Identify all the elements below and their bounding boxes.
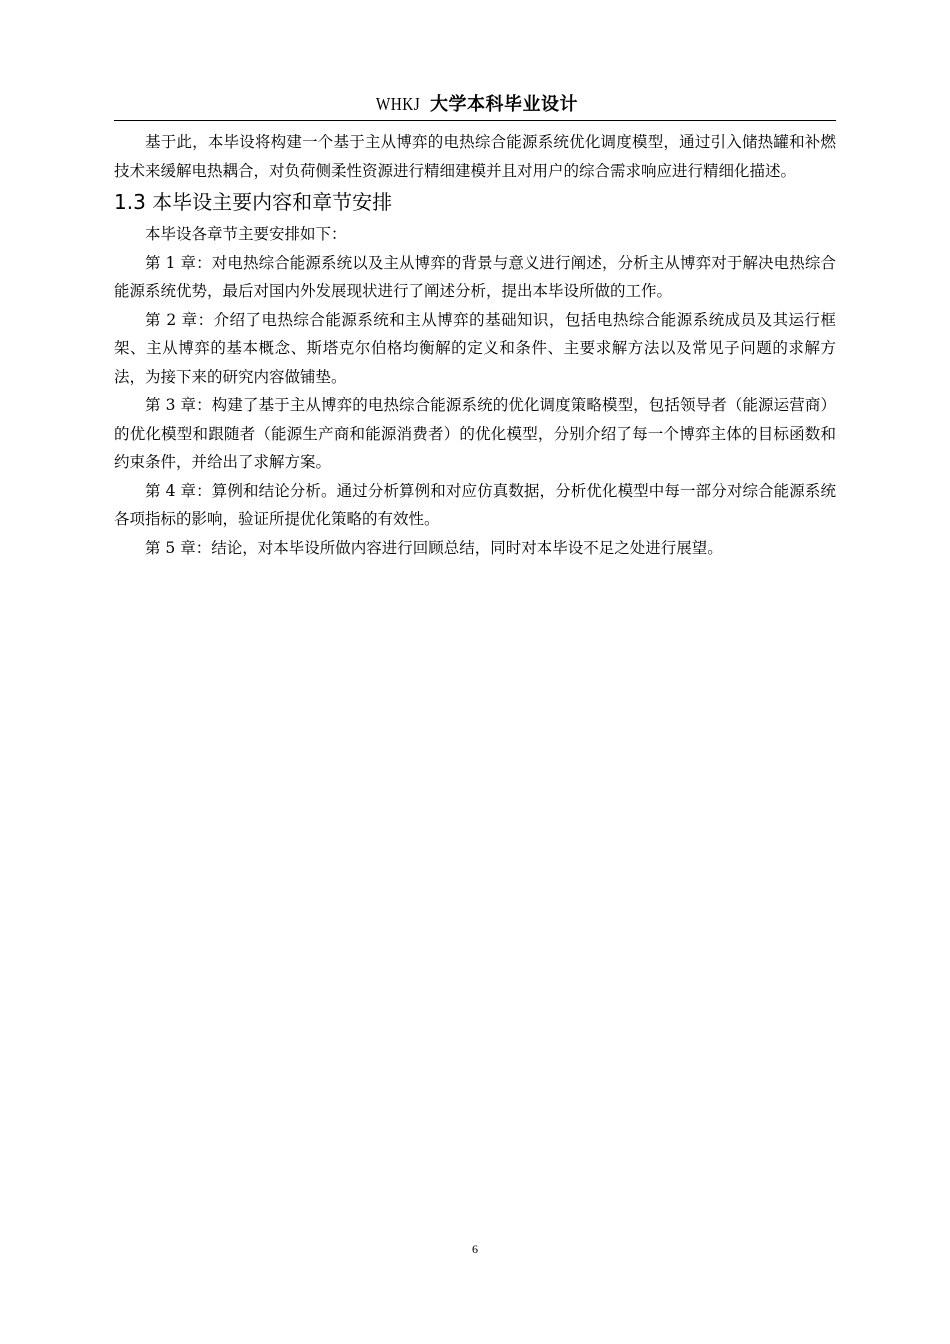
intro-paragraph: 基于此，本毕设将构建一个基于主从博弈的电热综合能源系统优化调度模型，通过引入储热罐和补燃技术来缓解电热耦合，对负荷侧柔性资源进行精细建模并且对用户的综合需求响应进行精细化描述。 (114, 133, 836, 180)
chapter-4-paragraph: 第 4 章：算例和结论分析。通过分析算例和对应仿真数据，分析优化模型中每一部分对综合能源系统各项指标的影响，验证所提优化策略的有效性。 (114, 481, 836, 528)
chapter-3-paragraph: 第 3 章：构建了基于主从博弈的电热综合能源系统的优化调度策略模型，包括领导者（能源运营商）的优化模型和跟随者（能源生产商和能源消费者）的优化模型，分别介绍了每一个博弈主体的目标函数和约束条件，并给出了求解方案。 (114, 396, 836, 471)
page-content (114, 128, 836, 562)
header-school-code: WHKJ (375, 94, 421, 114)
section-heading: 1.3 本毕设主要内容和章节安排 (114, 190, 393, 214)
chapter-5-paragraph: 第 5 章：结论，对本毕设所做内容进行回顾总结，同时对本毕设不足之处进行展望。 (145, 538, 723, 557)
page-header (114, 92, 836, 117)
header-rule (114, 120, 836, 121)
overview-paragraph: 本毕设各章节主要安排如下： (145, 225, 347, 243)
header-title: 大学本科毕业设计 (430, 94, 578, 115)
chapter-2-paragraph: 第 2 章：介绍了电热综合能源系统和主从博弈的基础知识，包括电热综合能源系统成员及其运行框架、主从博弈的基本概念、斯塔克尔伯格均衡解的定义和条件、主要求解方法以及常见子问题的求解方法，为接下来的研究内容做铺垫。 (114, 310, 837, 386)
chapter-1-paragraph: 第 1 章：对电热综合能源系统以及主从博弈的背景与意义进行阐述，分析主从博弈对于解决电热综合能源系统优势，最后对国内外发展现状进行了阐述分析，提出本毕设所做的工作。 (114, 253, 836, 300)
page-number: 6 (472, 1242, 478, 1256)
